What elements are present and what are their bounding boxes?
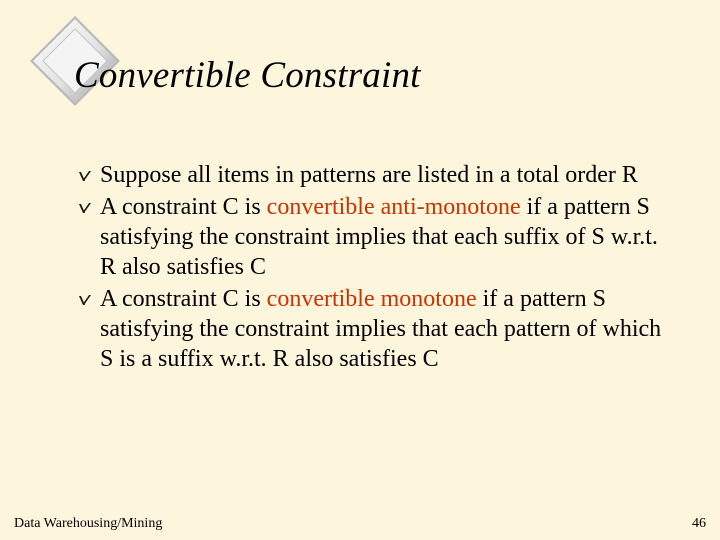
checkmark-v-icon: [78, 169, 92, 183]
checkmark-v-icon: [78, 293, 92, 307]
highlighted-term: convertible monotone: [266, 286, 477, 312]
bullet-text: A constraint C is: [100, 194, 267, 220]
checkmark-v-icon: [78, 201, 92, 215]
bullet-text: if a pattern S satisfying the constraint implies that each pattern of which S is a suffix w.r.t. R also satisfies C: [100, 286, 662, 372]
slide-title: Convertible Constraint: [74, 55, 421, 96]
bullet-item: [78, 192, 678, 282]
footer-course-label: Data Warehousing/Mining: [14, 516, 163, 531]
page-number: 46: [692, 516, 706, 531]
bullet-text: if a pattern S satisfying the constraint implies that each suffix of S w.r.t. R also satisfies C: [100, 194, 658, 280]
bullet-item: [78, 160, 678, 190]
bullet-text: A constraint C is: [100, 286, 267, 312]
bullet-list: [78, 160, 678, 376]
bullet-text: Suppose all items in patterns are listed in a total order R: [100, 162, 638, 188]
highlighted-term: convertible anti-monotone: [266, 194, 521, 220]
bullet-item: [78, 284, 678, 374]
